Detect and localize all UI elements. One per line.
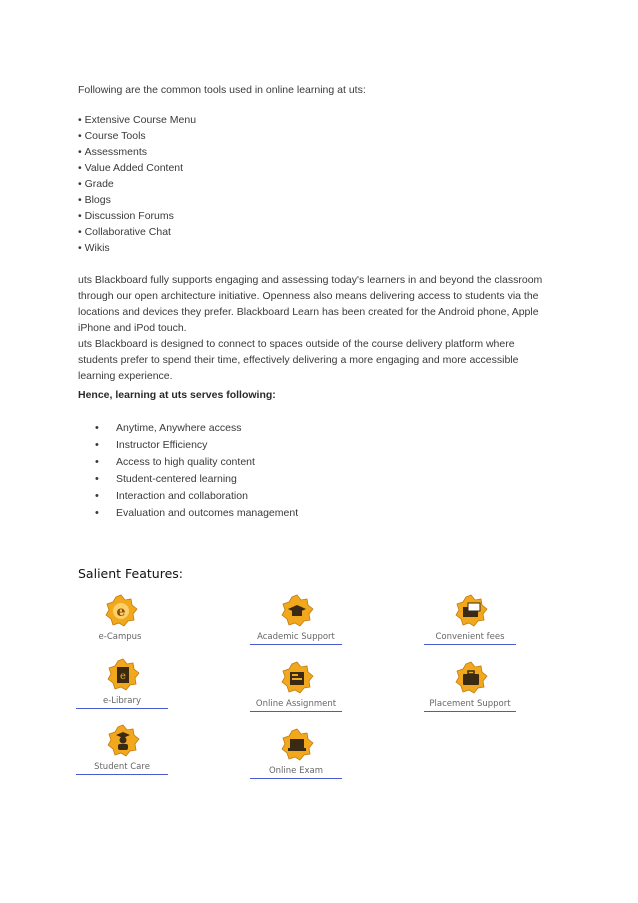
- svg-text:e: e: [116, 604, 126, 620]
- list-item: • Assessments: [78, 144, 196, 160]
- feature-label: Convenient fees: [435, 632, 505, 642]
- feature-placement-support[interactable]: [424, 661, 516, 712]
- student-icon: [106, 724, 140, 758]
- salient-heading: Salient Features:: [78, 566, 183, 581]
- hence-heading: Hence, learning at uts serves following:: [78, 389, 276, 401]
- list-item: • Grade: [78, 176, 196, 192]
- tools-list: [78, 112, 196, 256]
- intro-text: Following are the common tools used in online learning at uts:: [78, 84, 366, 96]
- feature-label: Placement Support: [429, 699, 511, 709]
- library-book-icon: [106, 658, 140, 692]
- blackboard-paragraph-1: uts Blackboard fully supports engaging and assessing today's learners in and beyond the classroom through our open architecture initiative. Openness also means delivering access to students via the locations and devices they prefer. Blackboard Learn has been created for the Android phone, Apple iPhone and iPod touch.: [78, 274, 543, 334]
- list-item: • Blogs: [78, 192, 196, 208]
- feature-label: e-Campus: [98, 632, 142, 642]
- feature-online-exam[interactable]: [250, 728, 342, 779]
- feature-academic-support[interactable]: [250, 594, 342, 645]
- svg-text:e: e: [120, 671, 126, 682]
- feature-label: Online Assignment: [255, 699, 337, 709]
- list-item: • Collaborative Chat: [78, 224, 196, 240]
- list-item: • Access to high quality content: [95, 454, 298, 471]
- feature-label: Academic Support: [257, 632, 335, 642]
- list-item: • Value Added Content: [78, 160, 196, 176]
- assignment-icon: [280, 661, 314, 695]
- blackboard-paragraph-2: uts Blackboard is designed to connect to spaces outside of the course delivery platform where students prefer to spend their time, effectively delivering a more engaging and more accessible learning experience.: [78, 338, 519, 382]
- list-item: • Extensive Course Menu: [78, 112, 196, 128]
- feature-label: Student Care: [94, 762, 150, 772]
- briefcase-icon: [454, 661, 488, 695]
- list-item: • Course Tools: [78, 128, 196, 144]
- list-item: • Anytime, Anywhere access: [95, 420, 298, 437]
- serves-list: [95, 420, 298, 522]
- list-item: • Evaluation and outcomes management: [95, 505, 298, 522]
- feature-convenient-fees[interactable]: [424, 594, 516, 645]
- list-item: • Instructor Efficiency: [95, 437, 298, 454]
- graduation-cap-icon: [280, 594, 314, 628]
- list-item: • Student-centered learning: [95, 471, 298, 488]
- feature-e-campus[interactable]: [74, 594, 166, 644]
- feature-e-library[interactable]: [76, 658, 168, 709]
- list-item: • Wikis: [78, 240, 196, 256]
- feature-label: Online Exam: [268, 766, 323, 776]
- e-campus-icon: [104, 594, 138, 628]
- laptop-exam-icon: [280, 728, 314, 762]
- list-item: • Discussion Forums: [78, 208, 196, 224]
- feature-student-care[interactable]: [76, 724, 168, 775]
- fee-card-icon: [454, 594, 488, 628]
- feature-label: e-Library: [102, 696, 142, 706]
- feature-online-assignment[interactable]: [250, 661, 342, 712]
- list-item: • Interaction and collaboration: [95, 488, 298, 505]
